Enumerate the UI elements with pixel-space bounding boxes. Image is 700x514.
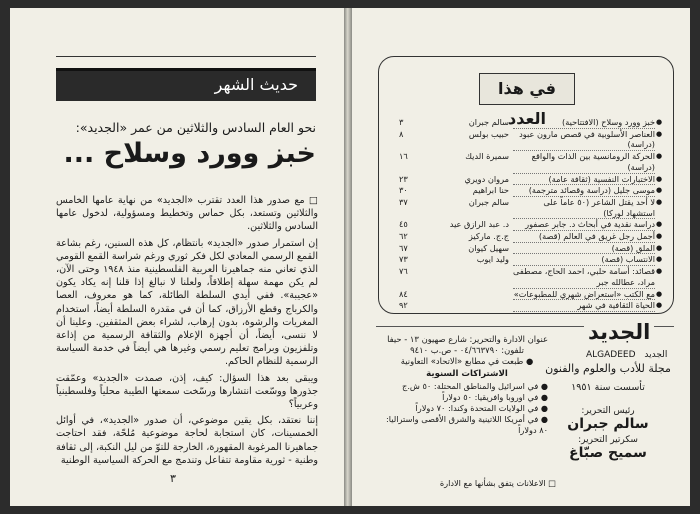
- bullet-icon: ●: [655, 152, 663, 161]
- subscriptions-title: الاشتراكات السنوية: [426, 369, 508, 379]
- subscription-text: في الولايات المتحدة وكندا: ٧٠ دولاراً: [415, 403, 539, 413]
- toc-item-title: الحركة الرومانسية بين الذات والواقع (دراسة): [513, 151, 655, 173]
- page-number: ٣: [170, 472, 176, 485]
- bullet-icon: ●: [655, 267, 663, 276]
- toc-item-author: وليد ايوب: [476, 254, 509, 265]
- toc-item-author: حنا ابراهيم: [472, 185, 509, 196]
- founded-year: تأسست سنة ١٩٥١: [571, 382, 645, 393]
- toc-item-title: الاختبارات النفسية (ثقافة عامة): [513, 174, 655, 186]
- toc-row: [387, 151, 663, 173]
- toc-item-page: ٨٤: [399, 288, 408, 299]
- toc-item-title: الانتساب (قصة): [513, 254, 655, 266]
- admin-phone: تلفون: ٠٤/٦٦٣٧٩٠ - ص.ب ٩٤١٠: [410, 345, 524, 355]
- article-subheading: نحو العام السادس والثلاثين من عمر «الجديد»:: [75, 120, 316, 135]
- table-of-contents: [378, 56, 674, 314]
- editor-name: سالم جبران: [567, 416, 649, 432]
- article-paragraph: ويبقى بعد هذا السؤال: كيف، إذن، صمدت «الجديد» وعمّقت جذورها ووسّعت انتشارها ورسّخت سمعتها الطيبة محلياً وفلسطينياً وعربياً؟: [56, 372, 318, 411]
- toc-item-author: سالم جبران: [468, 196, 509, 207]
- magazine-title-latin: [586, 350, 667, 360]
- toc-item-page: ٣٠: [399, 185, 408, 196]
- subscription-text: في اوروبا وافريقيا: ٥٠ دولاراً: [442, 392, 539, 402]
- toc-title: في هذا العدد: [497, 79, 557, 128]
- article-paragraph: إننا نعتقد، بكل يقين موضوعي، أن صدور «الجديد»، في أوائل الخمسينات، كان استجابة لحاجة موضوعية مُلحّة، فقد احتاجت جماهيرنا المرغوبة المقهورة، الخارجة للتوّ من ليل النكبة، إلى ثقافة وطنية - ثورية مقاومة تتفاعل وتندمج مع الحركة السياسية الوطنية: [56, 415, 318, 466]
- magazine-title: الجديد: [584, 320, 654, 344]
- toc-item-title: قصائد: أسامة حلبي، احمد الحاج، مصطفى مراد، عطالله جبر: [513, 266, 655, 287]
- toc-row: [387, 129, 663, 151]
- toc-row: [387, 254, 663, 266]
- bullet-icon: ●: [655, 301, 663, 310]
- ads-note-text: الاعلانات يتفق بشأنها مع الادارة: [439, 478, 546, 488]
- toc-row: [387, 289, 663, 301]
- toc-item-page: ٦٧: [399, 242, 408, 253]
- toc-row: [387, 174, 663, 186]
- toc-item-title: الملق (قصة): [513, 243, 655, 255]
- toc-item-author: ج.ج. ماركيز: [468, 231, 509, 242]
- bullet-icon: ●: [655, 289, 663, 298]
- toc-item-author: حبيب بولس: [468, 128, 509, 139]
- bullet-icon: ●: [655, 232, 663, 241]
- toc-row: [387, 231, 663, 243]
- bullet-icon: ●: [655, 243, 663, 252]
- ads-note: □ الاعلانات يتفق بشأنها مع الادارة: [439, 478, 556, 488]
- toc-item-title: موسى جليل (دراسة وقصائد مترجمة): [513, 185, 655, 197]
- toc-item-author: د. عبد الرازق عيد: [449, 219, 509, 230]
- toc-row: [387, 266, 663, 288]
- arabic-small-name: الجديد: [644, 350, 668, 360]
- toc-item-author: سميرة الديك: [465, 151, 509, 162]
- toc-item-title: دراسة نقدية في أبحاث د. جابر عصفور: [513, 219, 655, 231]
- toc-item-page: ٤٥: [399, 219, 408, 230]
- admin-info: [386, 334, 548, 474]
- bullet-icon: ●: [655, 174, 663, 183]
- left-page: [10, 8, 344, 506]
- toc-item-author: سهيل كيوان: [468, 242, 509, 253]
- toc-row: [387, 300, 663, 312]
- subscription-row: ● في أمريكا اللاتينية والشرق الأقصى واستراليا: ٨٠ دولاراً: [386, 414, 548, 435]
- secretary-name: سميح صبّاغ: [569, 445, 647, 461]
- toc-item-page: ٧٦: [399, 266, 408, 277]
- article-paragraph: □ مع صدور هذا العدد تقترب «الجديد» من نهاية عامها الخامس والثلاثين وتستعد، بكل حماس وتخطيط ومسؤولية، لدخول عامها السادس والثلاثين.: [56, 195, 318, 233]
- section-header-band: [56, 68, 316, 101]
- subscription-text: في اسرائيل والمناطق المحتلة: ٥٠ ش.ج: [402, 381, 539, 391]
- article-body: [56, 194, 318, 466]
- toc-row: [387, 219, 663, 231]
- subscription-row: ● في الولايات المتحدة وكندا: ٧٠ دولاراً: [415, 403, 548, 413]
- toc-item-page: ٦٢: [399, 231, 408, 242]
- toc-item-page: ٣: [399, 117, 404, 127]
- toc-item-page: ٢٣: [399, 173, 408, 184]
- printing-text: طبعت في مطابع «الاتحاد» التعاونية: [400, 356, 524, 366]
- toc-list: [387, 117, 663, 312]
- bullet-icon: ●: [655, 220, 663, 229]
- bullet-icon: ●: [655, 197, 663, 206]
- subscription-row: ● في اوروبا وافريقيا: ٥٠ دولاراً: [442, 392, 548, 402]
- toc-item-page: ٩٢: [399, 300, 408, 311]
- article-paragraph: إن استمرار صدور «الجديد» بانتظام، كل هذه السنين، رغم بشاعة القمع الرسمي المعادي لكل فكر ثوري ورغم شراسة القمع القومي الذي تعاني منه جماهيرنا العربية الفلسطينية منذ ١٩٤٨ وحتى الآن، لم يكن مهمة سهلة إطلاقاً، ولعلنا لا نبالغ إذا قلنا إنه يكاد يكون «عجيبة». ففي أيدي السلطة الطائلة، كما هو معروف، العصا والكرباج وقطع الأرزاق، كما أن في مقدرة السلطة أيضاً، استخدام المغريات والرشوة، بدون إرهاب، لشراء بعض المثقفين. وعلينا أن لا ننسى، أيضاً، أن أجهزة الإعلام والثقافة الرسمية من إذاعة وتلفزيون وبرامج تعليم رسمي وغيرها هي أيضاً في خدمة السياسة الرسمية للنظام الحاكم.: [56, 237, 318, 368]
- section-header-title: حديث الشهر: [214, 75, 298, 94]
- header-rule: [56, 56, 316, 57]
- admin-address: عنوان الادارة والتحرير: شارع صهيون ١٣ - حيفا: [387, 334, 548, 344]
- toc-item-author: مروان دويري: [464, 173, 509, 184]
- toc-item-page: ٨: [399, 128, 404, 139]
- toc-row: [387, 185, 663, 197]
- bullet-icon: ●: [655, 129, 663, 138]
- right-page: [352, 8, 690, 506]
- bullet-icon: ●: [655, 255, 663, 264]
- toc-row: [387, 117, 663, 129]
- toc-item-title: الحياة الثقافية في شهر: [513, 300, 655, 312]
- printing-note: ● طبعت في مطابع «الاتحاد» التعاونية: [400, 356, 534, 366]
- subscription-row: ● في اسرائيل والمناطق المحتلة: ٥٠ ش.ج: [402, 381, 548, 391]
- bullet-icon: ●: [655, 186, 663, 195]
- latin-name: ALGADEED: [586, 350, 636, 360]
- toc-item-page: ١٦: [399, 151, 408, 162]
- toc-item-title: مع الكتب «استعراض شهري للمطبوعات»: [513, 288, 655, 299]
- toc-item-title: أجمل رجل غريق في العالم (قصة): [513, 231, 655, 243]
- magazine-subtitle: مجلة للأدب والعلوم والفنون: [545, 362, 671, 375]
- toc-item-page: ٣٧: [399, 196, 408, 207]
- toc-item-title: لا أحد يقتل الشاعر (٥٠ عاماً على استشهاد لوركا): [513, 197, 655, 219]
- toc-row: [387, 243, 663, 255]
- editorial-staff: [544, 406, 672, 464]
- bullet-icon: ●: [655, 118, 663, 126]
- editor-role: رئيس التحرير:: [581, 406, 635, 416]
- toc-row: [387, 197, 663, 219]
- toc-item-title: العناصر الأسلوبية في قصص مارون عبود (دراسة): [513, 129, 655, 151]
- toc-item-author: سالم جبران: [468, 117, 509, 127]
- toc-item-title: خبز وورد وسلاح (الافتتاحية): [513, 117, 655, 129]
- subscription-text: في أمريكا اللاتينية والشرق الأقصى واستراليا: ٨٠ دولاراً: [386, 414, 548, 435]
- secretary-role: سكرتير التحرير:: [578, 435, 638, 445]
- book-spine: [344, 8, 352, 506]
- article-title: خبز وورد وسلاح ...: [63, 138, 316, 169]
- toc-item-page: ٧٣: [399, 254, 408, 265]
